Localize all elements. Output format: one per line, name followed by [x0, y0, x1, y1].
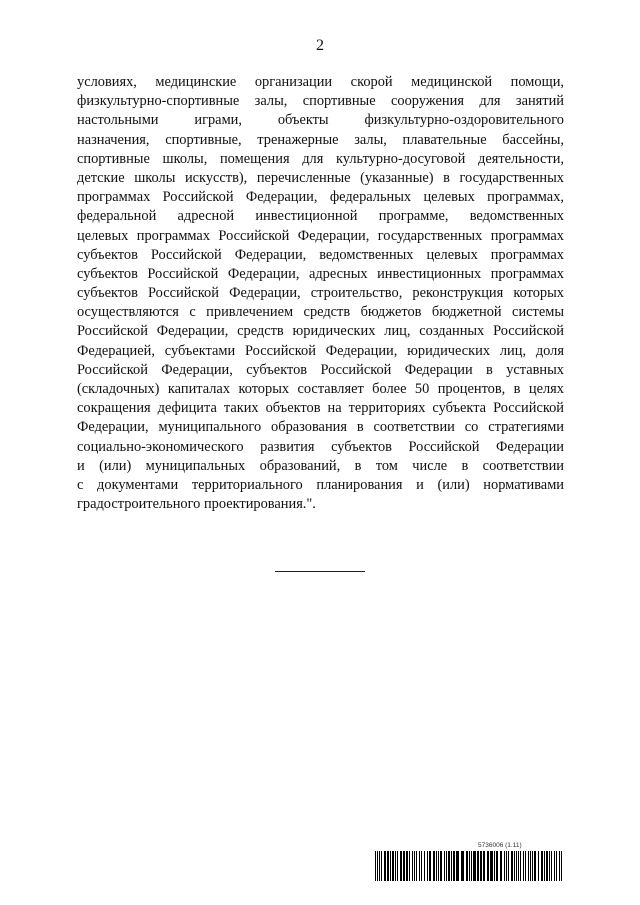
- text-line: субъектов Российской Федерации, адресных инвестиционных программах: [77, 265, 564, 282]
- text-line: градостроительного проектирования.".: [77, 496, 316, 513]
- barcode: [375, 851, 564, 881]
- text-line: и (или) муниципальных образований, в том числе в соответствии: [77, 457, 564, 474]
- text-line: Российской Федерации, средств юридических лиц, созданных Российской: [77, 323, 564, 340]
- text-line: Российской Федерации, субъектов Российской Федерации в уставных: [77, 361, 564, 378]
- text-line: детские школы искусств), перечисленные (указанные) в государственных: [77, 169, 564, 186]
- text-line: субъектов Российской Федерации, строительство, реконструкция которых: [77, 285, 564, 302]
- text-line: целевых программах Российской Федерации, государственных программах: [77, 227, 564, 244]
- text-line: субъектов Российской Федерации, ведомственных целевых программах: [77, 246, 564, 263]
- text-line: осуществляются с привлечением средств бюджетов бюджетной системы: [77, 304, 564, 321]
- text-line: условиях, медицинские организации скорой медицинской помощи,: [77, 74, 564, 90]
- page-number: 2: [316, 37, 324, 54]
- text-line: физкультурно-спортивные залы, спортивные сооружения для занятий: [77, 93, 564, 110]
- document-code: 5736006 (1.11): [478, 842, 522, 849]
- text-line: спортивные школы, помещения для культурно-досуговой деятельности,: [77, 150, 564, 167]
- text-line: назначения, спортивные, тренажерные залы, плавательные бассейны,: [77, 131, 564, 148]
- text-line: Федерации, муниципального образования в соответствии со стратегиями: [77, 419, 564, 436]
- text-line: с документами территориального планирования и (или) нормативами: [77, 476, 564, 493]
- text-line: социально-экономического развития субъектов Российской Федерации: [77, 438, 564, 455]
- text-line: (складочных) капиталах которых составляет более 50 процентов, в целях: [77, 381, 564, 397]
- separator-line: [275, 571, 365, 572]
- text-line: сокращения дефицита таких объектов на территориях субъекта Российской: [77, 400, 564, 417]
- body-text: [77, 73, 564, 514]
- text-line: Федерацией, субъектами Российской Федерации, юридических лиц, доля: [77, 342, 564, 359]
- text-line: программах Российской Федерации, федеральных целевых программах,: [77, 189, 564, 206]
- text-line: федеральной адресной инвестиционной программе, ведомственных: [77, 208, 564, 225]
- text-line: настольными играми, объекты физкультурно-оздоровительного: [77, 112, 564, 129]
